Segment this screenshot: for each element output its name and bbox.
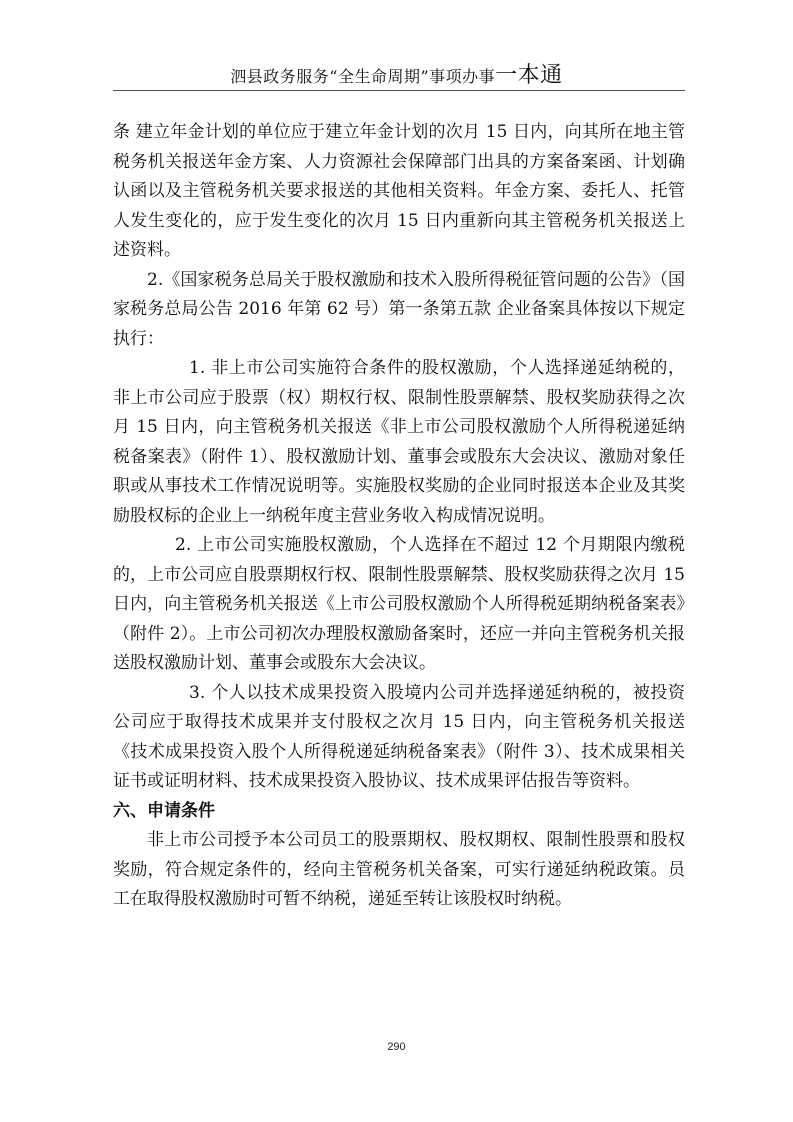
paragraph-listed-equity-incentive: 2. 上市公司实施股权激励，个人选择在不超过 12 个月期限内缴税的，上市公司应自股票期权行权、限制性股票解禁、股权奖励获得之次月 15 日内，向主管税务机关报送《上市公司股权激励个人所得税延期纳税备案表》（附件 2）。上市公司初次办理股权激励备案时，还应一并向主管税务机关报送股权激励计划、董事会或股东大会决议。 <box>113 535 685 673</box>
document-body <box>113 118 685 915</box>
paragraph-nonlisted-equity-incentive: 1. 非上市公司实施符合条件的股权激励，个人选择递延纳税的，非上市公司应于股票（权）期权行权、限制性股票解禁、股权奖励获得之次月 15 日内，向主管税务机关报送《非上市公司股权激励个人所得税递延纳税备案表》（附件 1）、股权激励计划、董事会或股东大会决议、激励对象任职或从事技术工作情况说明等。实施股权奖励的企业同时报送本企业及其奖励股权标的企业上一纳税年度主营业务收入构成情况说明。 <box>113 358 685 526</box>
page-number: 290 <box>387 1041 406 1053</box>
section-heading-application-conditions: 六、申请条件 <box>113 800 215 821</box>
paragraph-application-conditions: 非上市公司授予本公司员工的股票期权、股权期权、限制性股票和股权奖励，符合规定条件的，经向主管税务机关备案，可实行递延纳税政策。员工在取得股权激励时可暂不纳税，递延至转让该股权时纳税。 <box>113 830 685 909</box>
header-title-emphasis: 一本通 <box>495 63 563 88</box>
paragraph-annuity-filing: 条 建立年金计划的单位应于建立年金计划的次月 15 日内，向其所在地主管税务机关报送年金方案、人力资源社会保障部门出具的方案备案函、计划确认函以及主管税务机关要求报送的其他相关资料。年金方案、委托人、托管人发生变化的，应于发生变化的次月 15 日内重新向其主管税务机关报送上述资料。 <box>113 122 685 260</box>
header-divider <box>113 90 685 91</box>
header-title: 泗县政务服务“全生命周期”事项办事 <box>230 67 496 86</box>
paragraph-announcement-2016-62: 2.《国家税务总局关于股权激励和技术入股所得税征管问题的公告》（国家税务总局公告 2016 年第 62 号）第一条第五款 企业备案具体按以下规定执行： <box>113 269 685 349</box>
page-header <box>0 58 793 89</box>
paragraph-technology-investment: 3. 个人以技术成果投资入股境内公司并选择递延纳税的，被投资公司应于取得技术成果并支付股权之次月 15 日内，向主管税务机关报送《技术成果投资入股个人所得税递延纳税备案表》（附件 3）、技术成果相关证书或证明材料、技术成果投资入股协议、技术成果评估报告等资料。 <box>113 682 685 791</box>
